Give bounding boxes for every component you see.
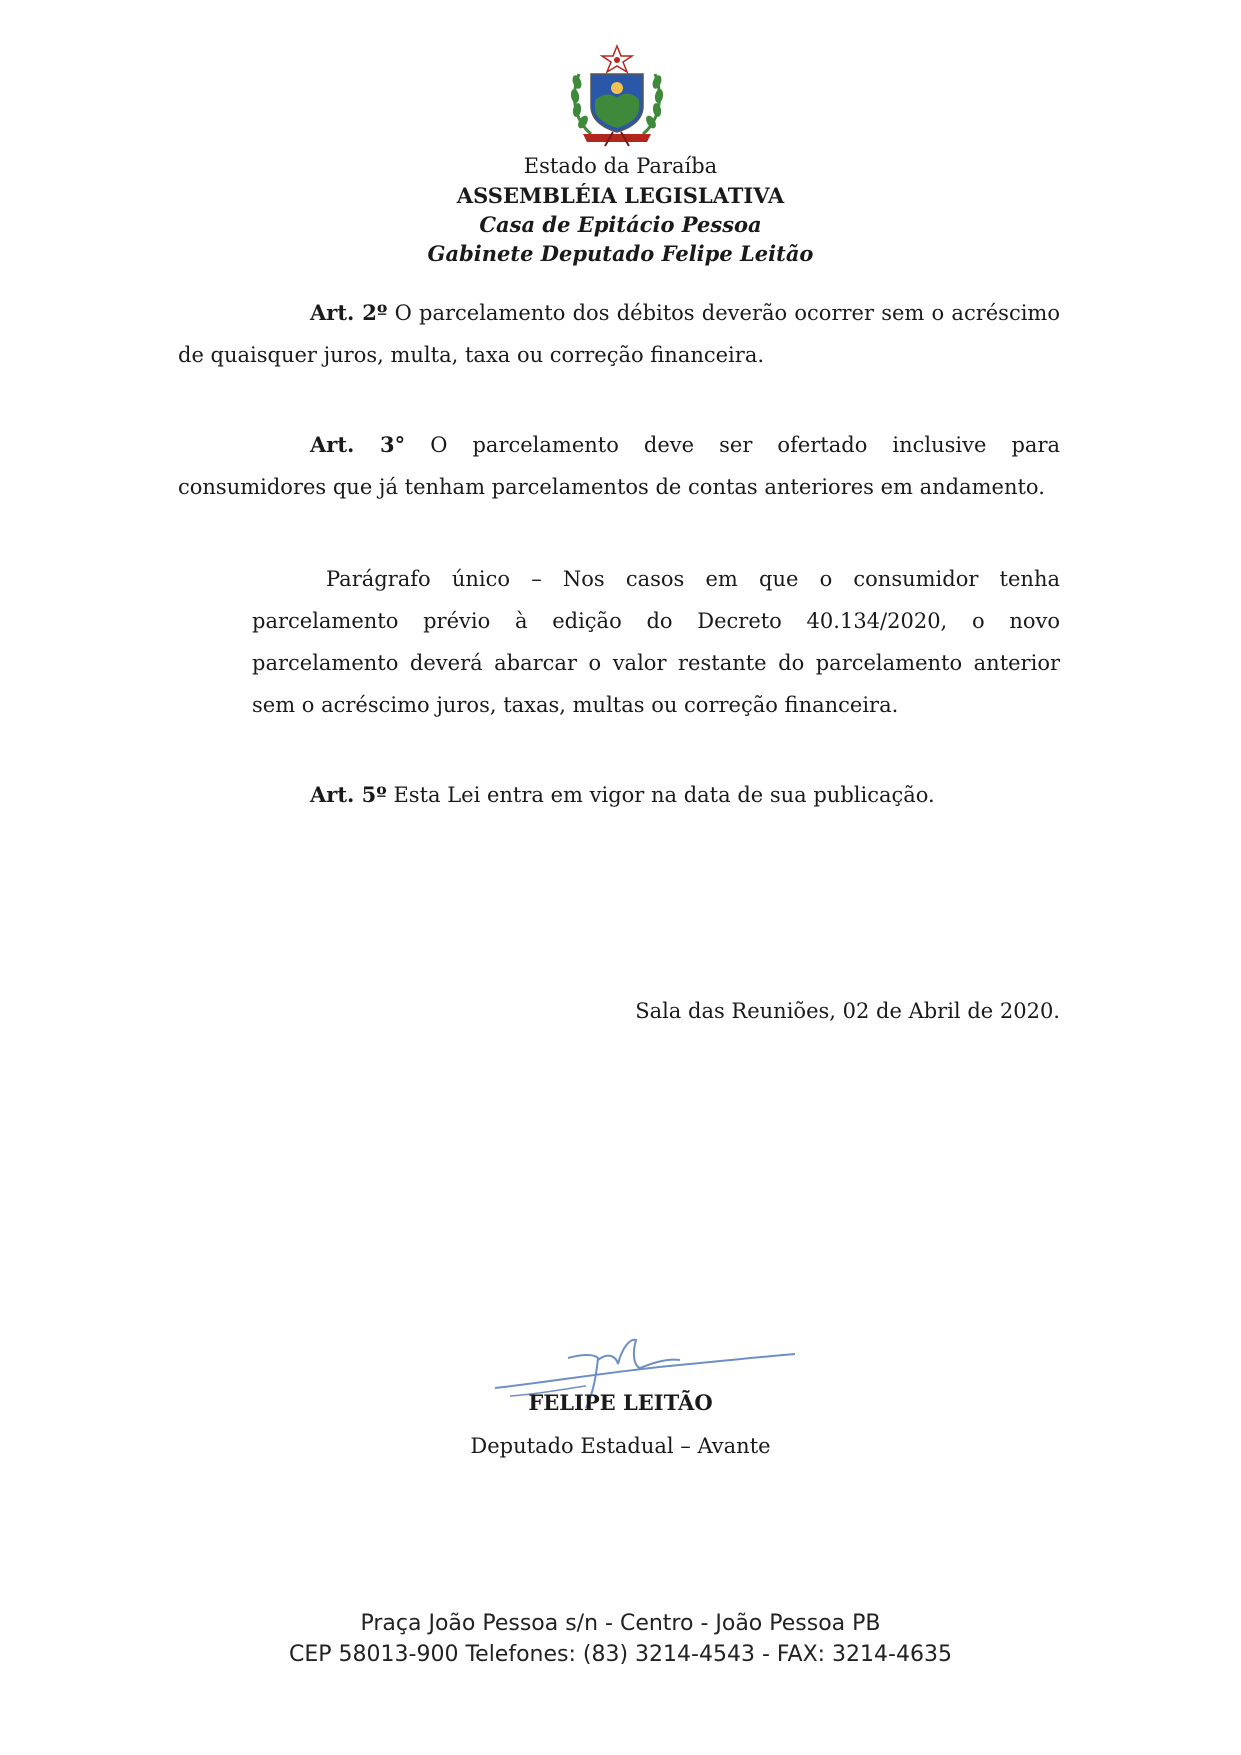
footer: [0, 1608, 1241, 1670]
paragrafo-unico: Parágrafo único – Nos casos em que o consumidor tenha parcelamento prévio à edição do Decreto 40.134/2020, o novo parcelamento deverá abarcar o valor restante do parcelamento anterior sem o acréscimo juros, taxas, multas ou correção financeira.: [252, 567, 1060, 717]
assembly-name: ASSEMBLÉIA LEGISLATIVA: [456, 183, 785, 208]
article-5-label: Art. 5º: [310, 782, 387, 807]
house-name: Casa de Epitácio Pessoa: [479, 212, 762, 237]
article-3-label: Art. 3°: [310, 432, 406, 457]
article-5-text: Esta Lei entra em vigor na data de sua publicação.: [386, 783, 935, 807]
article-3-text: O parcelamento deve ser ofertado inclusive para consumidores que já tenham parcelamentos de contas anteriores em andamento.: [178, 433, 1060, 499]
signatory-name: FELIPE LEITÃO: [528, 1390, 713, 1415]
signatory-role: Deputado Estadual – Avante: [470, 1434, 771, 1458]
footer-address: Praça João Pessoa s/n - Centro - João Pessoa PB: [360, 1611, 881, 1636]
state-crest-emblem: [565, 44, 669, 148]
article-5: [178, 774, 1060, 816]
date-line: Sala das Reuniões, 02 de Abril de 2020.: [635, 999, 1060, 1023]
state-name: Estado da Paraíba: [523, 154, 718, 178]
article-2-text: O parcelamento dos débitos deverão ocorrer sem o acréscimo de quaisquer juros, multa, taxa ou correção financeira.: [178, 301, 1060, 367]
article-2: [178, 292, 1060, 376]
footer-contact: CEP 58013-900 Telefones: (83) 3214-4543 - FAX: 3214-4635: [289, 1642, 952, 1667]
cabinet-name: Gabinete Deputado Felipe Leitão: [427, 241, 814, 266]
article-2-label: Art. 2º: [310, 300, 388, 325]
letterhead: [0, 152, 1241, 268]
article-3: [178, 424, 1060, 508]
